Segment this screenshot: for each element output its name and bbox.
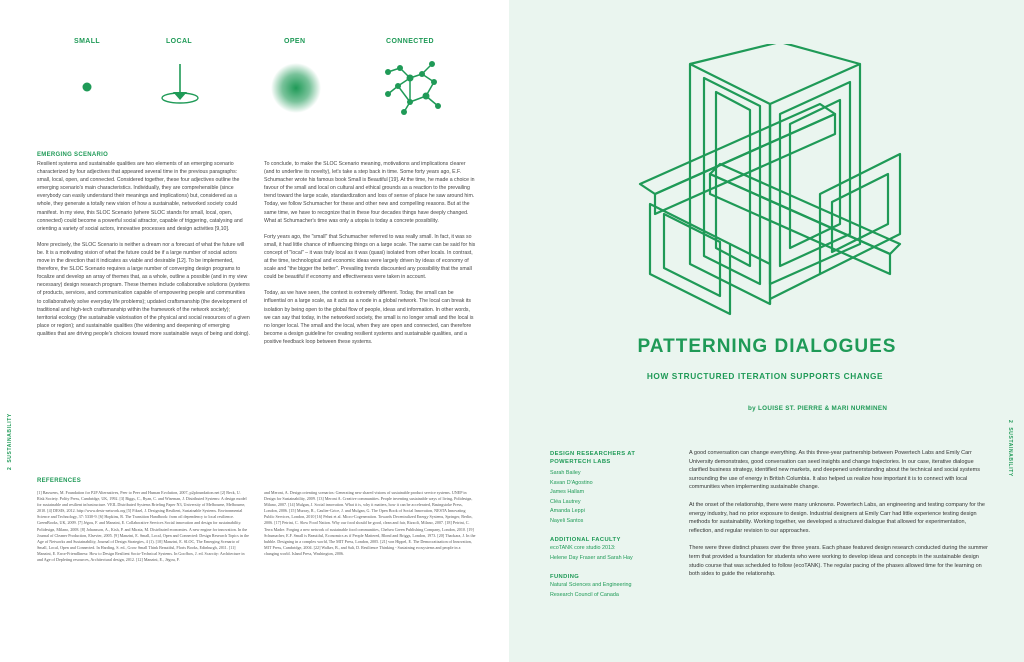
page-number: 2 — [1007, 420, 1013, 424]
byline: by LOUISE ST. PIERRE & MARI NURMINEN — [748, 405, 888, 412]
left-side-label — [7, 413, 13, 470]
credit-name: Kavan D'Agostino — [550, 479, 593, 486]
credit-name: Nayeli Santos — [550, 517, 584, 524]
article-title: PATTERNING DIALOGUES — [637, 336, 897, 357]
credit-name: Amanda Leppi — [550, 508, 585, 514]
paragraph: Today, as we have seen, the context is extremely different. Today, the small can be influential on a large scale, as it acts as a node in a global network. The local can break its isolation by being open to the global flow of people, ideas and information. In other words, we can say that today, in the networked society, the small is no longer small and the local is no longer local. The small and the local, when they are open and connected, can therefore become a design guideline for creating resilient systems and sustainable qualities, and a positive feedback loop between these systems. — [264, 290, 474, 345]
left-column-1 — [37, 160, 250, 346]
local-label: LOCAL — [166, 38, 193, 45]
connected-label: CONNECTED — [386, 38, 434, 45]
credits-heading: ADDITIONAL FACULTY — [550, 537, 621, 543]
paragraph: At the onset of the relationship, there were many unknowns. Powertech Labs, an engineering and testing company for the energy industry, had no prior exposure to design. Industrial designers at Emily Carr had little experience testing design methods for sustainability. Working together, we developed a structured dialogue that allowed for experimentation, reflection, and regular revision to our approaches. — [689, 501, 985, 534]
open-label: OPEN — [284, 38, 306, 45]
paragraph: There were three distinct phases over the three years. Each phase featured design research conducted during the summer term that provided a foundation for students who were working to develop ideas and concepts in the sustainable design studio course that was scheduled to follow (ecoTANK). The regular pacing of the phases allowed time for the learning on both sides to guide the relationship. — [689, 545, 989, 578]
right-side-label — [1007, 420, 1013, 477]
paragraph: To conclude, to make the SLOC Scenario meaning, motivations and implications clearer (and to underline its novelty), let's take a step back in time. Some forty years ago, E.F. Schumacher wrote his famous book Small is Beautiful [19]. At the time, he made a choice in favour of the small and local on cultural and ethical grounds as a reaction to the prevailing trend toward the large scale, standardization and loss of sense of place he saw around him. Today, we follow Schumacher for these and other new and compelling reasons. But at the same time, we have to recognize that in these four decades things have deeply changed. What at Schumacher's time was only a utopia is today a concrete possibility. — [264, 161, 475, 224]
paragraph: A good conversation can change everything. As this three-year partnership between Powertech Labs and Emily Carr University demonstrates, good conversation can seed insights and change trajectories. In our case, iterative dialogue clarified business strategy, identified new markets, and deepened understanding about the technical and social systems surrounding the use of energy in British Columbia. It also helped us realize how important it is to connect with local communities when implementing sustainable change. — [689, 450, 980, 491]
connected-network-icon — [380, 56, 450, 118]
impossible-structure-illustration — [620, 44, 920, 326]
credit-name: Sarah Bailey — [550, 470, 581, 476]
article-body — [689, 449, 989, 588]
small-dot-icon — [80, 80, 94, 94]
credit-name: Research Council of Canada — [550, 591, 619, 598]
credit-name: Natural Sciences and Engineering — [550, 582, 632, 588]
open-gradient-icon — [270, 62, 322, 114]
credit-name: James Hallam — [550, 489, 585, 495]
credits-sidebar — [550, 450, 680, 600]
emerging-scenario-heading: EMERGING SCENARIO — [37, 152, 109, 158]
references-column-2: and Meroni, A. Design orienting scenarios: Generating new shared visions of sustainable product service systems. UNEP in Design for Sustainability, 2009. [13] Meroni A. Creative communities. People inventing sustainable ways of living, Polidesign, Milano, 2007. [14] Mulgan, J. Social innovation. What it is, why it matters, how it can be accelerated, Basingstoke Press, London, 2006. [15] Murray, R., Caulier-Grice, J. and Mulgan, G. The Open Book of Social Innovation, NESTA Innovating Public Services, London, 2010 [16] Pehnt et al. Micro-Cogeneration. Towards Decentralized Energy Systems, Springer, Berlin, 2006. [17] Petrini, C. Slow Food Nation. Why our food should be good, clean and fair, Rizzoli, Milano, 2007. [18] Petrini, C. Terra Madre. Forging a new network of sustainable food communities, Chelsea Green Publishing Company, London, 2010. [19] Schumacher, E.F. Small is Beautiful, Economics as if People Mattered, Blond and Briggs, London, 1973. [20] Thackara, J. In the bubble. Designing in a complex world, The MIT Press, London, 2005. [21] von Hippel, E. The Democratization of Innovation, MIT Press, Cambridge, 2004. [22] Walker, B., and Salt, D. Resilience Thinking - Sustaining ecosystems and people in a changing world. Island Press, Washington, 2006. — [264, 490, 476, 556]
section-label: SUSTAINABILITY — [7, 413, 13, 463]
paragraph: Resilient systems and sustainable qualities are two elements of an emerging scenario characterized by four adjectives that appeared several time in the previous paragraphs: small, local, open, and connected. Considered together, these four adjectives outline the emerging scenario's main characteristics. Individually, they are comprehensible (since everybody can easily understand their meanings and implications) but, considered as a whole, they generate a totally new vision of how a sustainable, networked society could manifest. In my view, this SLOC Scenario (where SLOC stands for small, local, open, connected) could become a powerful social attractor, capable of triggering, catalysing and orienting a variety of social actors, innovative processes and design activities [9,10]. — [37, 161, 243, 232]
references-column-1: [1] Bauwens, M. Foundation for P2P Alternatives, Peer to Peer and Human Evolution, 2007, p2pfoundation.net [2] Beck, U. Risk Society. Polity Press, Cambridge, UK, 1992. [3] Biggs, C., Ryan, C. and Wiseman, J. Distributed Systems: A design model for sustainable and resilient infrastructure. VEIL Distributed Systems Briefing Paper N3, University of Melbourne, Melbourne, 2010. [4] DESIS, 2012. http://www.desis-network.org [5] Fiksel, J. Designing Resilient, Sustainable Systems. Environmental Science and Technology, 37: 5330-9. [6] Hopkins, R. The Transition Handbook: from oil dependency to local resilience. GreenBooks, UK, 2009. [7] Jégou, F. and Manzini, E. Collaborative Services Social innovation and design for sustainability. Polidesign, Milano, 2008. [8] Johansson, A., Kish, P. and Mirata, M. Distributed economies. A new engine for innovation. In the Journal of Cleaner Production, Elsevier, 2005. [9] Manzini, E. Small, Local, Open and Connected: Design Research Topics in the Age of Networks and Sustainability, Journal of Design Strategies, 4 (1). [10] Manzini, E. SLOC, The Emerging Scenario of Small, Local, Open and Connected. In Harding, S. ed., Grow Small Think Beautiful, Floris Books, Edinburgh, 2011. [11] Manzini, E. Error-Friendliness: How to Design Resilient Socio-Technical Systems. In Goofbox, J. ed. Scarcity: Architecture in and Age of Depleting resources, Architectural design, 2012. [12] Manzini, E., Jégou, F. — [37, 490, 249, 563]
credits-heading: FUNDING — [550, 574, 580, 580]
local-pin-icon — [158, 62, 202, 110]
credit-name: Helene Day Fraser and Sarah Hay — [550, 554, 633, 561]
section-label: SUSTAINABILITY — [1007, 427, 1013, 477]
left-column-2 — [264, 160, 476, 354]
paragraph: More precisely, the SLOC Scenario is neither a dream nor a forecast of what the future will be. It is a motivating vision of what the future could be if a large number of social actors move in the direction that it indicates as viable and desirable [12]. To be implemented, therefore, the SLOC Scenario requires a large number of converging design programs to focalize and develop an array of themes that, as a whole, outline a possible (and in my view necessary) design research program. These themes include collaborative solutions (systems of products, services, and communication capable of empowering people and communities to collaboratively solve everyday life problems); updated craftsmanship (the development of traditional and high-tech craftsmanship within the framework of the network society); territorial ecology (the sustainable valorisation of the physical and social resources of a given place or region); and sustainable qualities (the widening and deepening of emerging qualities that are driving people's choices toward more sustainable ways of being and doing). — [37, 241, 250, 337]
paragraph: Forty years ago, the "small" that Schumacher referred to was really small. In fact, it was so small, it had little chance of influencing things on a large scale. The same can be said for his concept of "local" – it was truly local as it was (quasi) isolated from other locals. In contrast, at the time, technological and economic ideas were largely driven by ideas of economy of scale and "the bigger the better". Prevailing trends discounted any possibility that the small could be beautiful if economy and effectiveness were taken in account. — [264, 233, 476, 281]
credits-heading: DESIGN RESEARCHERS AT — [550, 451, 636, 457]
small-label: SMALL — [74, 38, 101, 45]
credit-name: Cléa Lautrey — [550, 498, 581, 505]
page-number: 2 — [7, 466, 13, 470]
credit-name: ecoTANK core studio 2013: — [550, 545, 616, 551]
credits-heading: POWERTECH LABS — [550, 459, 611, 465]
article-subtitle: HOW STRUCTURED ITERATION SUPPORTS CHANGE — [646, 371, 884, 381]
references-heading: REFERENCES — [37, 478, 82, 484]
